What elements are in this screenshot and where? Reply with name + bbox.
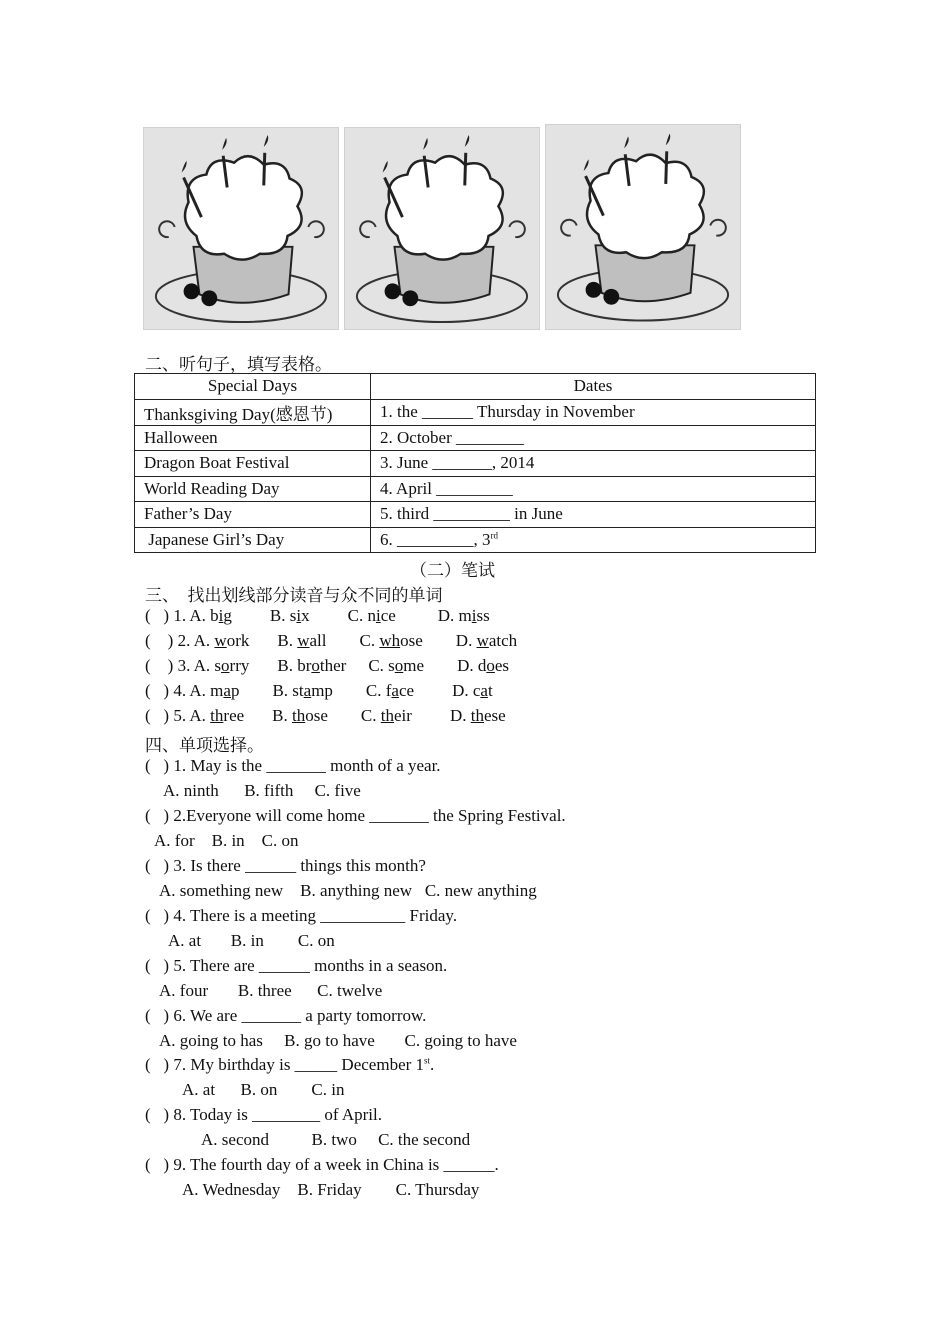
date-superscript: rd [490,530,498,541]
choice-question-1: ( ) 1. May is the _______ month of a year. [145,756,441,775]
choice-options-3: A. something new B. anything new C. new anything [159,881,537,900]
table-header-row [135,374,816,400]
date-text: 6. _________, 3 [380,529,491,549]
table-cell-day: World Reading Day [135,476,371,502]
pronunciation-question-3: ( ) 3. A. sorry B. brother C. some D. does [145,656,510,675]
choice-options-4: A. at B. in C. on [168,931,335,950]
table-header-cell: Dates [371,374,816,400]
table-cell-date: 4. April _________ [371,476,816,502]
choice-question-4: ( ) 4. There is a meeting __________ Friday. [145,906,458,925]
choice-options-1: A. ninth B. fifth C. five [163,781,361,800]
table-header-cell: Special Days [135,374,371,400]
table-cell-date: 2. October ________ [371,425,816,451]
table-cell-date: 5. third _________ in June [371,502,816,528]
table-row [135,399,816,425]
choice-question-7 [145,1055,434,1075]
pronunciation-question-5: ( ) 5. A. three B. those C. their D. these [145,706,506,725]
section-2-title: 二、听句子，填写表格。 [145,355,332,374]
question-prefix: ( ) 1. A. [145,606,211,625]
table-row [135,476,816,502]
table-cell-day: Father’s Day [135,502,371,528]
cake-picture-1 [143,127,339,330]
question-prefix: ( ) 3. A. [145,656,215,675]
pronunciation-question-1: ( ) 1. A. big B. six C. nice D. miss [145,606,490,625]
question-prefix: ( ) 2. A. [145,631,215,650]
written-test-heading: （二）笔试 [410,561,495,580]
choice-question-3: ( ) 3. Is there ______ things this month? [145,856,426,875]
pronunciation-question-4: ( ) 4. A. map B. stamp C. face D. cat [145,681,493,700]
cake-picture-2 [344,127,540,330]
ordinal-superscript: st [424,1055,431,1066]
table-cell-date: 1. the ______ Thursday in November [371,399,816,425]
table-cell-date: 3. June _______, 2014 [371,451,816,477]
choice-options-2: A. for B. in C. on [154,831,299,850]
choice-options-6: A. going to has B. go to have C. going to have [159,1031,517,1050]
choice-options-7: A. at B. on C. in [182,1080,345,1099]
table-cell-day: Thanksgiving Day(感恩节) [135,399,371,425]
choice-question-6: ( ) 6. We are _______ a party tomorrow. [145,1006,427,1025]
table-cell-date [371,527,816,553]
table-cell-day: Dragon Boat Festival [135,451,371,477]
choice-question-5: ( ) 5. There are ______ months in a season. [145,956,448,975]
table-row [135,425,816,451]
table-row [135,527,816,553]
special-days-table [134,373,816,553]
table-cell-day: Japanese Girl’s Day [135,527,371,553]
choice-options-9: A. Wednesday B. Friday C. Thursday [182,1180,480,1199]
choice-question-9: ( ) 9. The fourth day of a week in China is ______. [145,1155,499,1174]
section-4-title: 四、单项选择。 [145,736,264,755]
table-cell-day: Halloween [135,425,371,451]
choice-options-5: A. four B. three C. twelve [159,981,383,1000]
question-prefix: ( ) 4. A. [145,681,211,700]
cake-picture-3 [545,124,741,330]
question-text-end: . [430,1055,435,1074]
question-text: ( ) 7. My birthday is _____ December 1 [145,1055,425,1074]
table-row [135,502,816,528]
choice-question-8: ( ) 8. Today is ________ of April. [145,1105,382,1124]
choice-question-2: ( ) 2.Everyone will come home _______ the Spring Festival. [145,806,566,825]
table-row [135,451,816,477]
question-prefix: ( ) 5. A. [145,706,211,725]
choice-options-8: A. second B. two C. the second [201,1130,471,1149]
section-3-title: 三、 找出划线部分读音与众不同的单词 [145,586,443,605]
pronunciation-question-2: ( ) 2. A. work B. wall C. whose D. watch [145,631,518,650]
